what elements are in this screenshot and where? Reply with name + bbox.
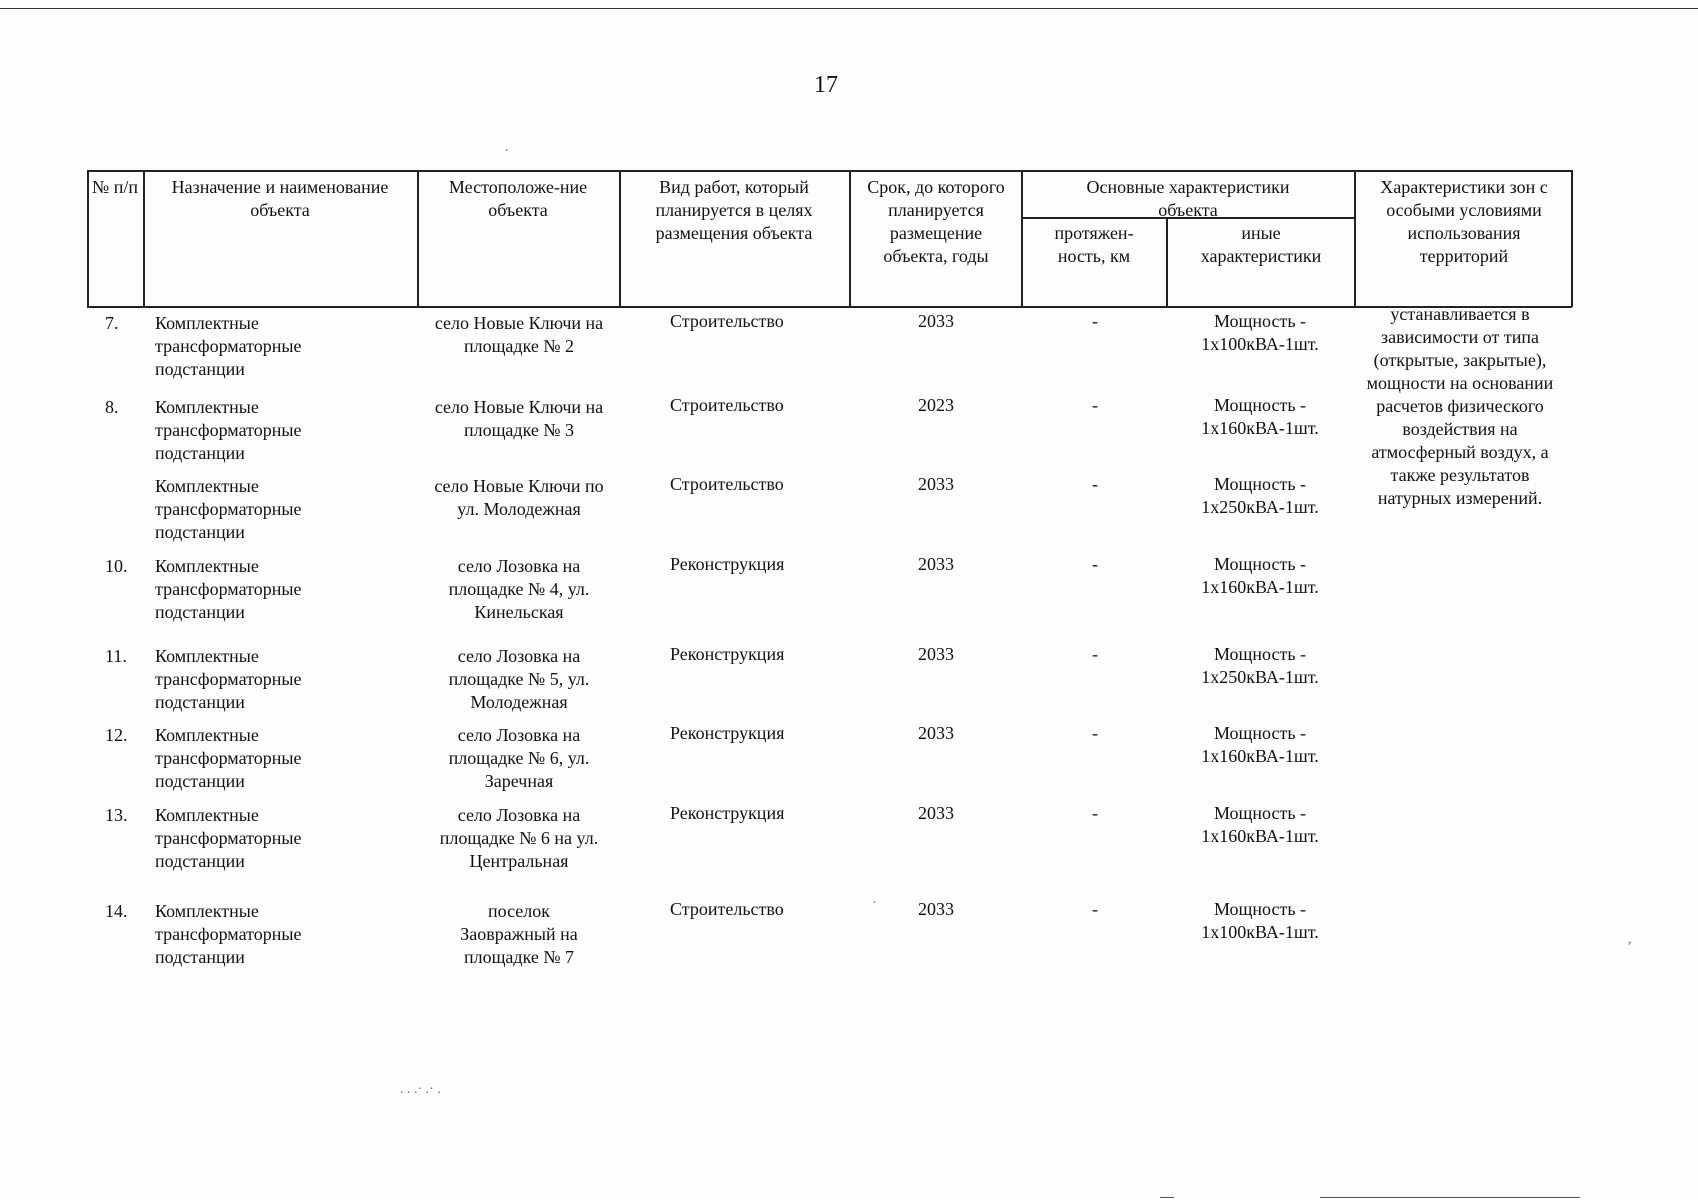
row-name: Комплектные трансформаторные подстанции bbox=[155, 725, 302, 791]
row-length: - bbox=[1092, 554, 1098, 574]
row-work-type: Строительство bbox=[670, 311, 784, 331]
row-work-type: Реконструкция bbox=[670, 554, 785, 574]
row-work-type: Строительство bbox=[670, 474, 784, 494]
row-year: 2033 bbox=[918, 644, 954, 664]
row-location: село Новые Ключи на площадке № 3 bbox=[434, 397, 604, 440]
header-length: протяжен-ность, км bbox=[1054, 223, 1134, 266]
header-location: Местоположе-ние объекта bbox=[448, 177, 588, 220]
header-work-type: Вид работ, который планируется в целях размещения объекта bbox=[655, 177, 813, 243]
row-year: 2023 bbox=[918, 395, 954, 415]
row-name: Комплектные трансформаторные подстанции bbox=[155, 556, 302, 622]
row-name: Комплектные трансформаторные подстанции bbox=[155, 646, 302, 712]
row-location: село Новые Ключи по ул. Молодежная bbox=[434, 476, 604, 519]
row-other-characteristics: Мощность - 1х250кВА-1шт. bbox=[1201, 474, 1319, 517]
row-location: село Лозовка на площадке № 6, ул. Заречная bbox=[448, 725, 590, 791]
row-year: 2033 bbox=[918, 311, 954, 331]
top-border-line bbox=[0, 8, 1698, 9]
row-location: поселок Заовражный на площадке № 7 bbox=[460, 901, 578, 967]
row-work-type: Реконструкция bbox=[670, 803, 785, 823]
row-other-characteristics: Мощность - 1х100кВА-1шт. bbox=[1201, 311, 1319, 354]
row-name: Комплектные трансформаторные подстанции bbox=[155, 901, 302, 967]
col-border-0 bbox=[87, 170, 89, 307]
col-border-4 bbox=[849, 170, 851, 307]
page-number: 17 bbox=[814, 72, 838, 98]
row-other-characteristics: Мощность - 1х160кВА-1шт. bbox=[1201, 554, 1319, 597]
row-length: - bbox=[1092, 311, 1098, 331]
col-border-2 bbox=[417, 170, 419, 307]
row-name: Комплектные трансформаторные подстанции bbox=[155, 397, 302, 463]
scan-line bbox=[1160, 1197, 1174, 1198]
header-top-border bbox=[87, 170, 1572, 172]
zones-note: устанавливается в зависимости от типа (открытые, закрытые), мощности на основании расчетов физического воздействия на атмосферный воздух, а также результатов натурных измерений. bbox=[1366, 304, 1554, 508]
row-other-characteristics: Мощность - 1х160кВА-1шт. bbox=[1201, 803, 1319, 846]
header-num: № п/п bbox=[92, 177, 138, 197]
row-year: 2033 bbox=[918, 723, 954, 743]
row-name: Комплектные трансформаторные подстанции bbox=[155, 313, 302, 379]
row-num: 8. bbox=[105, 397, 119, 417]
col-border-5 bbox=[1021, 170, 1023, 307]
row-length: - bbox=[1092, 395, 1098, 415]
scan-speck: . . .· .· . bbox=[400, 1082, 441, 1097]
row-year: 2033 bbox=[918, 554, 954, 574]
row-other-characteristics: Мощность - 1х100кВА-1шт. bbox=[1201, 899, 1319, 942]
header-main-characteristics: Основные характеристики объекта bbox=[1086, 177, 1290, 220]
header-other-characteristics: иные характеристики bbox=[1200, 223, 1322, 266]
row-name: Комплектные трансформаторные подстанции bbox=[155, 805, 302, 871]
scan-line bbox=[1320, 1197, 1580, 1198]
header-name: Назначение и наименование объекта bbox=[171, 177, 389, 220]
header-bottom-border bbox=[87, 306, 1572, 308]
row-num: 10. bbox=[105, 556, 128, 576]
row-num: 13. bbox=[105, 805, 128, 825]
row-length: - bbox=[1092, 474, 1098, 494]
row-work-type: Реконструкция bbox=[670, 644, 785, 664]
header-zones: Характеристики зон с особыми условиями использования территорий bbox=[1380, 177, 1548, 266]
row-num: 12. bbox=[105, 725, 128, 745]
row-num: 11. bbox=[105, 646, 127, 666]
col-border-1 bbox=[143, 170, 145, 307]
row-length: - bbox=[1092, 723, 1098, 743]
row-num: 7. bbox=[105, 313, 119, 333]
row-num: 14. bbox=[105, 901, 128, 921]
scan-speck: · bbox=[872, 896, 877, 911]
row-other-characteristics: Мощность - 1х160кВА-1шт. bbox=[1201, 723, 1319, 766]
row-work-type: Реконструкция bbox=[670, 723, 785, 743]
row-year: 2033 bbox=[918, 803, 954, 823]
row-other-characteristics: Мощность - 1х160кВА-1шт. bbox=[1201, 395, 1319, 438]
row-work-type: Строительство bbox=[670, 899, 784, 919]
row-location: село Новые Ключи на площадке № 2 bbox=[434, 313, 604, 356]
row-name: Комплектные трансформаторные подстанции bbox=[155, 476, 302, 542]
row-location: село Лозовка на площадке № 6 на ул. Центральная bbox=[439, 805, 599, 871]
scan-speck: , bbox=[1628, 932, 1632, 947]
col-border-6 bbox=[1166, 217, 1168, 307]
row-location: село Лозовка на площадке № 5, ул. Молодежная bbox=[448, 646, 590, 712]
row-year: 2033 bbox=[918, 474, 954, 494]
header-deadline: Срок, до которого планируется размещение объекта, годы bbox=[867, 177, 1005, 266]
col-border-7 bbox=[1354, 170, 1356, 307]
row-work-type: Строительство bbox=[670, 395, 784, 415]
scan-speck: . bbox=[505, 140, 509, 155]
row-year: 2033 bbox=[918, 899, 954, 919]
row-other-characteristics: Мощность - 1х250кВА-1шт. bbox=[1201, 644, 1319, 687]
row-length: - bbox=[1092, 899, 1098, 919]
row-length: - bbox=[1092, 644, 1098, 664]
row-length: - bbox=[1092, 803, 1098, 823]
row-location: село Лозовка на площадке № 4, ул. Кинельская bbox=[448, 556, 590, 622]
col-border-3 bbox=[619, 170, 621, 307]
col-border-8 bbox=[1571, 170, 1573, 307]
